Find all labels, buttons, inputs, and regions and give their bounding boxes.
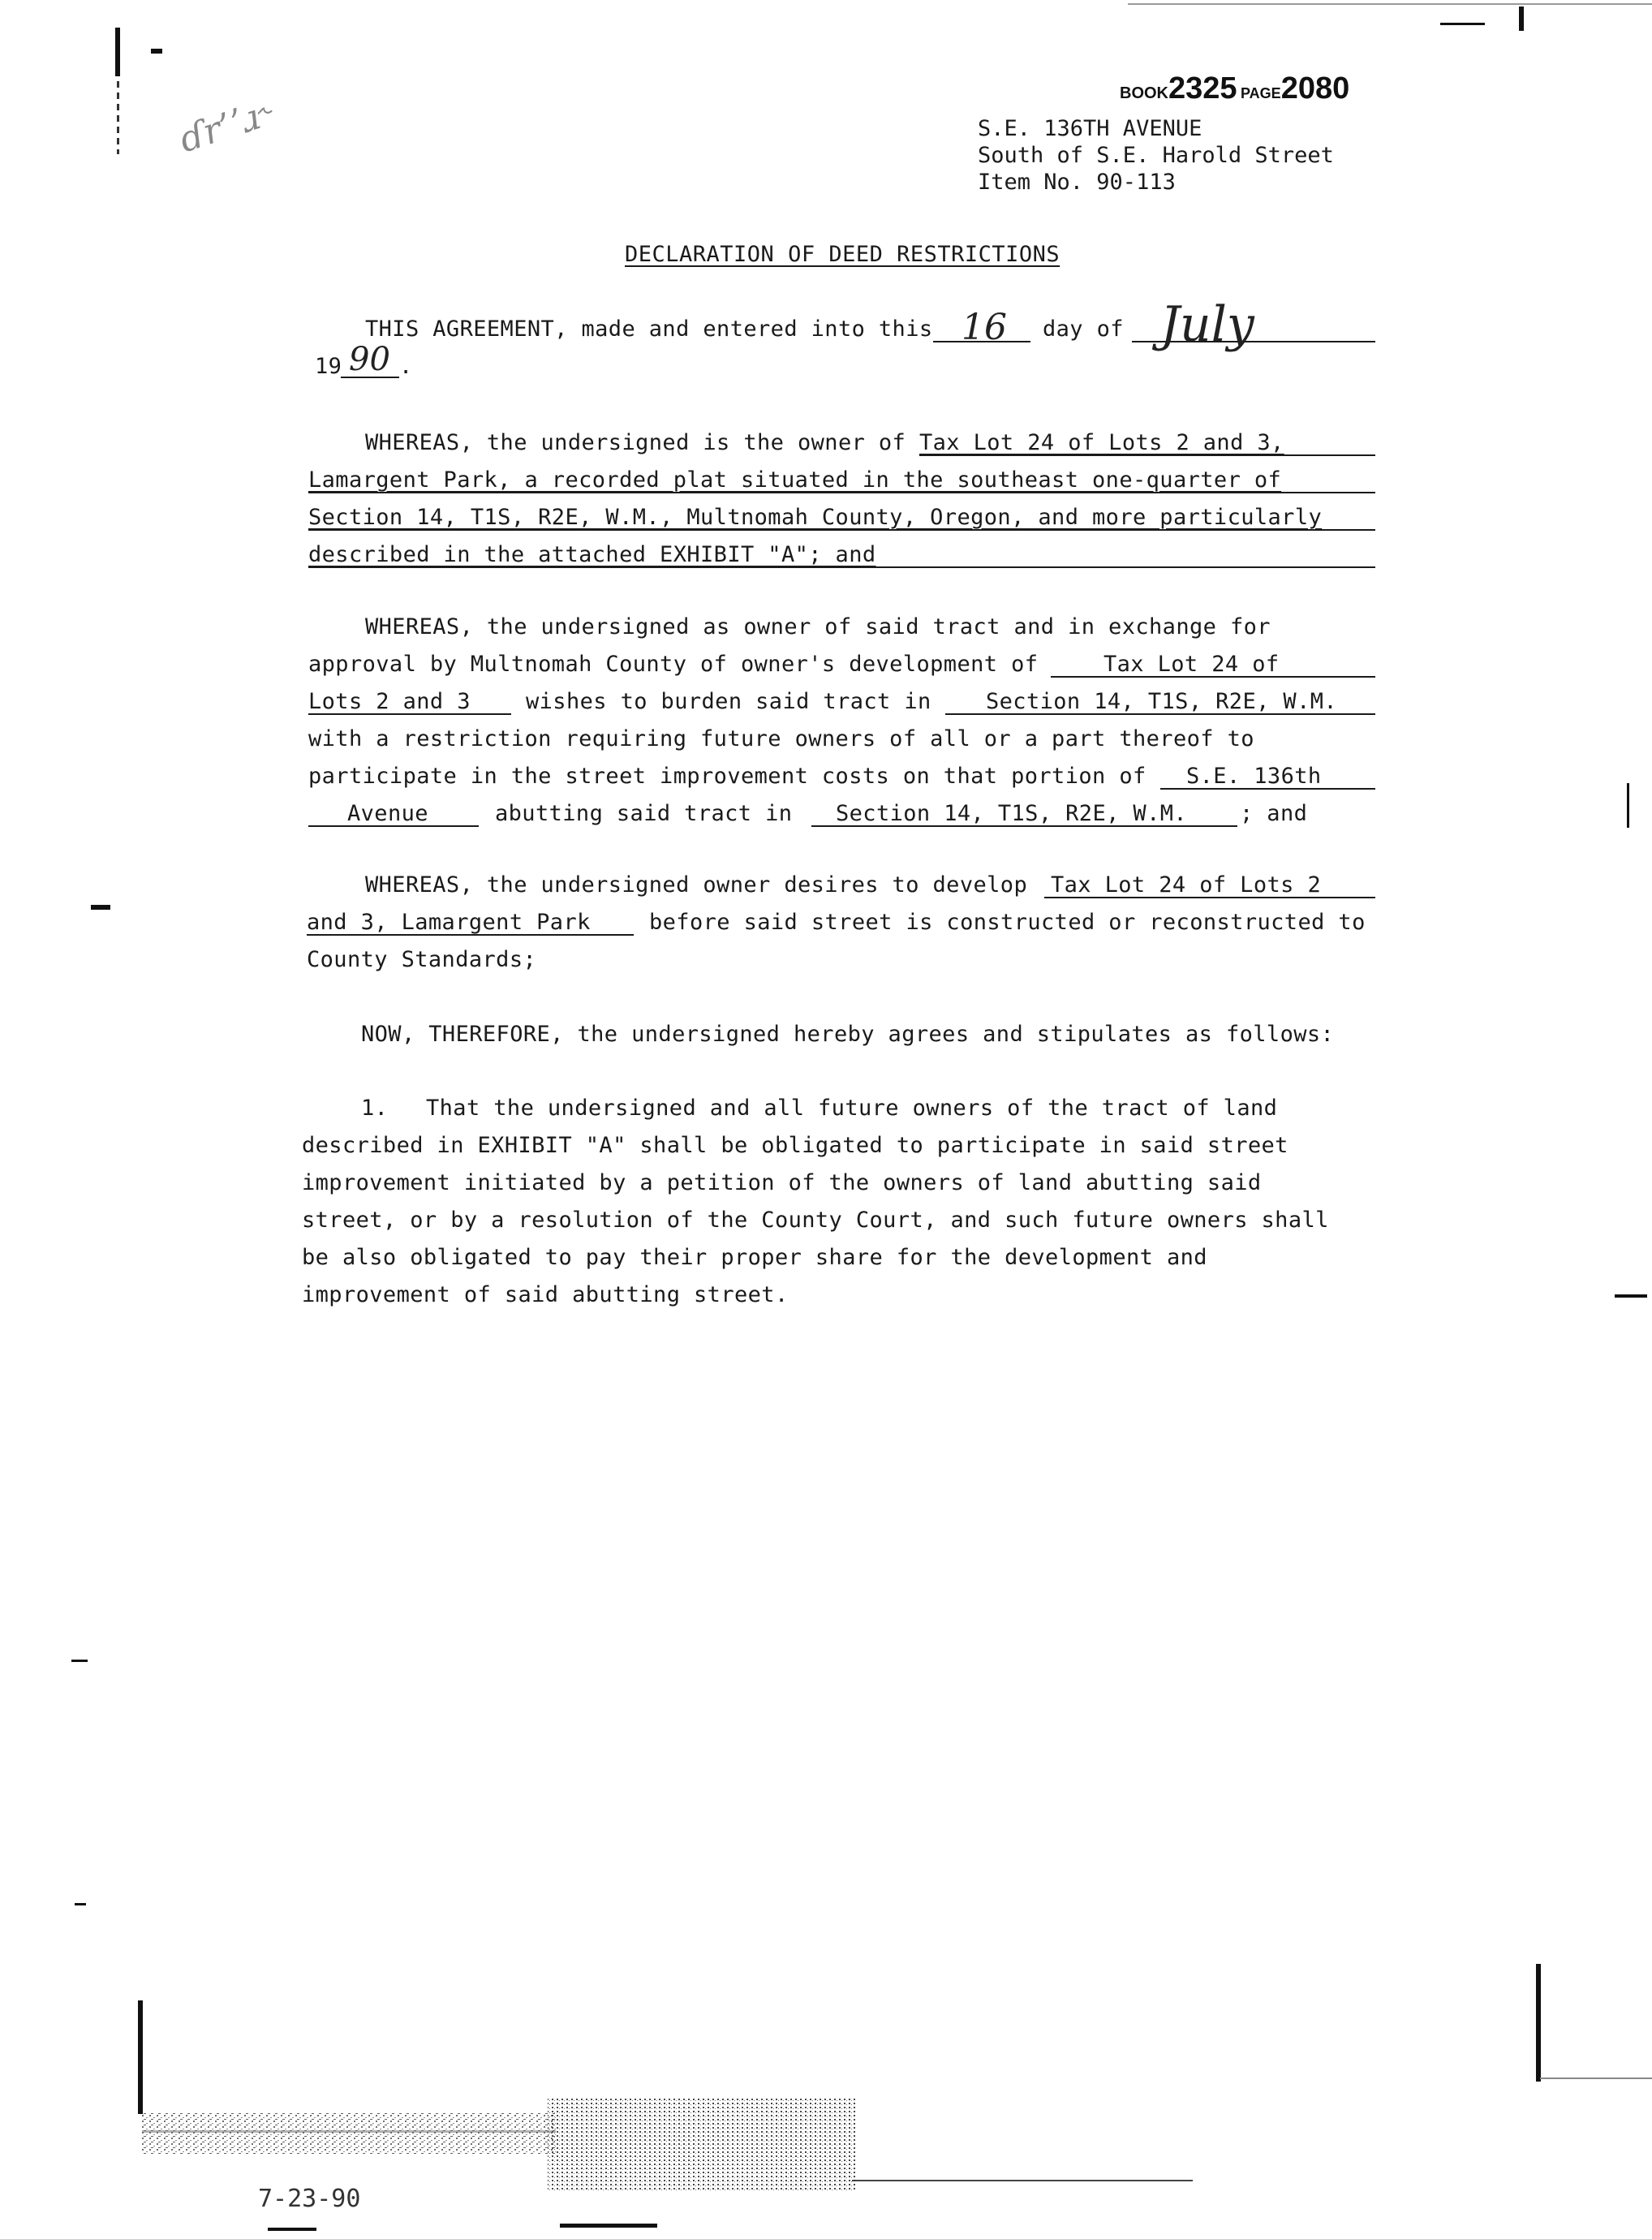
page-label: PAGE [1241,85,1281,101]
whereas2-line-5-fill: S.E. 136th [1186,764,1322,789]
whereas2-line-3-fill-a: Lots 2 and 3 [308,689,471,714]
now-therefore: NOW, THEREFORE, the undersigned hereby agrees and stipulates as follows: [361,1022,1335,1047]
scan-mark-left-arrow [91,905,110,910]
header-line-1: S.E. 136TH AVENUE [978,116,1202,141]
scan-mark-bottom-right-bar [1536,1964,1541,2082]
whereas1-blank-2 [308,492,1375,493]
scan-mark-left-dotted [117,81,119,154]
item1-line-3: improvement initiated by a petition of the owners of land abutting said [302,1170,1262,1195]
whereas3-line-3: County Standards; [307,947,537,972]
whereas2-blank-2 [1051,676,1375,678]
recording-stamp [1120,71,1349,106]
scan-noise-stamp [142,2098,864,2195]
whereas2-line-6-fill-a: Avenue [347,801,428,826]
whereas1-fill-2: Lamargent Park, a recorded plat situated in the southeast one-quarter of [308,467,1282,493]
book-label: BOOK [1120,84,1168,102]
scan-mark-top-left-dash [151,49,162,54]
whereas2-line-1: WHEREAS, the undersigned as owner of said tract and in exchange for [365,614,1271,639]
footer-date: 7-23-90 [258,2185,361,2213]
month-value: July [1160,296,1254,353]
year-suffix: . [399,354,413,379]
whereas2-line-3-text: wishes to burden said tract in [526,689,931,714]
whereas3-blank-1 [1044,897,1375,898]
scan-mark-bottom-left-bar [138,2000,143,2114]
item1-line-1: That the undersigned and all future owners of the tract of land [426,1096,1278,1121]
whereas1-lead: WHEREAS, the undersigned is the owner of [365,430,906,455]
year-line [315,354,342,379]
whereas1-fill-3: Section 14, T1S, R2E, W.M., Multnomah County, Oregon, and more particularly [308,505,1323,530]
whereas2-blank-5 [1160,788,1375,790]
scan-mark-bottom-rule [852,2180,1193,2181]
item1-line-2: described in EXHIBIT "A" shall be obligated to participate in said street [302,1133,1288,1158]
scan-mark-bottom-rule-right [1540,2078,1652,2079]
whereas1-fill-4: described in the attached EXHIBIT "A"; and [308,542,876,567]
scan-mark-top-right [1519,6,1524,31]
whereas2-line-6-end: ; and [1240,801,1308,826]
scan-mark-left-dash-1 [71,1660,88,1662]
header-line-2: South of S.E. Harold Street [978,143,1334,168]
year-prefix: 19 [315,354,342,379]
header-line-3: Item No. 90-113 [978,170,1176,195]
whereas2-line-2-text: approval by Multnomah County of owner's development of [308,652,1039,677]
year-value: 90 [349,341,390,378]
whereas2-line-2-fill: Tax Lot 24 of [1103,652,1280,677]
whereas2-line-3-fill-b: Section 14, T1S, R2E, W.M. [986,689,1338,714]
scan-mark-left-dash-2 [75,1903,86,1905]
whereas3-line-1-text: WHEREAS, the undersigned owner desires to develop [365,872,1028,898]
document-title: DECLARATION OF DEED RESTRICTIONS [625,242,1060,267]
whereas2-blank-3a [308,713,511,715]
item1-number: 1. [361,1096,389,1121]
item1-line-4: street, or by a resolution of the County Court, and such future owners shall [302,1208,1329,1233]
day-value: 16 [962,307,1007,348]
scan-mark-bottom-dash-2 [268,2228,316,2231]
header-block [978,115,1334,196]
agreement-text-b: day of [1043,316,1124,342]
whereas2-blank-3b [945,713,1375,715]
item1-line-6: improvement of said abutting street. [302,1282,789,1307]
whereas2-line-6-text: abutting said tract in [495,801,793,826]
whereas1-fill-1: Tax Lot 24 of Lots 2 and 3, [919,430,1284,455]
whereas2-line-6-fill-b: Section 14, T1S, R2E, W.M. [836,801,1188,826]
scan-mark-bottom-dash-1 [560,2224,657,2228]
whereas2-line-5-text: participate in the street improvement costs on that portion of [308,764,1147,789]
page-number: 2080 [1280,71,1350,105]
whereas1-blank-1 [919,454,1375,456]
whereas1-blank-3 [308,529,1375,531]
item1-line-5: be also obligated to pay their proper share for the development and [302,1245,1207,1270]
scan-mark-right-dash [1615,1294,1647,1298]
scan-mark-top-right-dash [1440,23,1485,25]
scan-mark-top-left-bar [115,28,120,76]
scan-mark-right-tick [1627,783,1629,828]
agreement-line [365,316,933,342]
handwritten-scribble: ɗr’ʼɹ˞ [174,91,280,161]
agreement-text-a: THIS AGREEMENT, made and entered into this [365,316,933,342]
whereas3-line-2-fill: and 3, Lamargent Park [307,910,591,935]
whereas2-blank-6a [308,825,479,827]
book-number: 2325 [1168,71,1237,105]
whereas3-line-1-fill: Tax Lot 24 of Lots 2 [1051,872,1322,898]
whereas3-blank-2 [307,934,634,936]
whereas1-line-1 [365,430,906,455]
whereas3-line-2-text: before said street is constructed or reconstructed to [649,910,1366,935]
scan-mark-top-rule [1128,3,1652,5]
whereas2-blank-6b [811,825,1237,827]
whereas2-line-4: with a restriction requiring future owners of all or a part thereof to [308,726,1254,751]
whereas1-blank-4 [308,566,1375,568]
